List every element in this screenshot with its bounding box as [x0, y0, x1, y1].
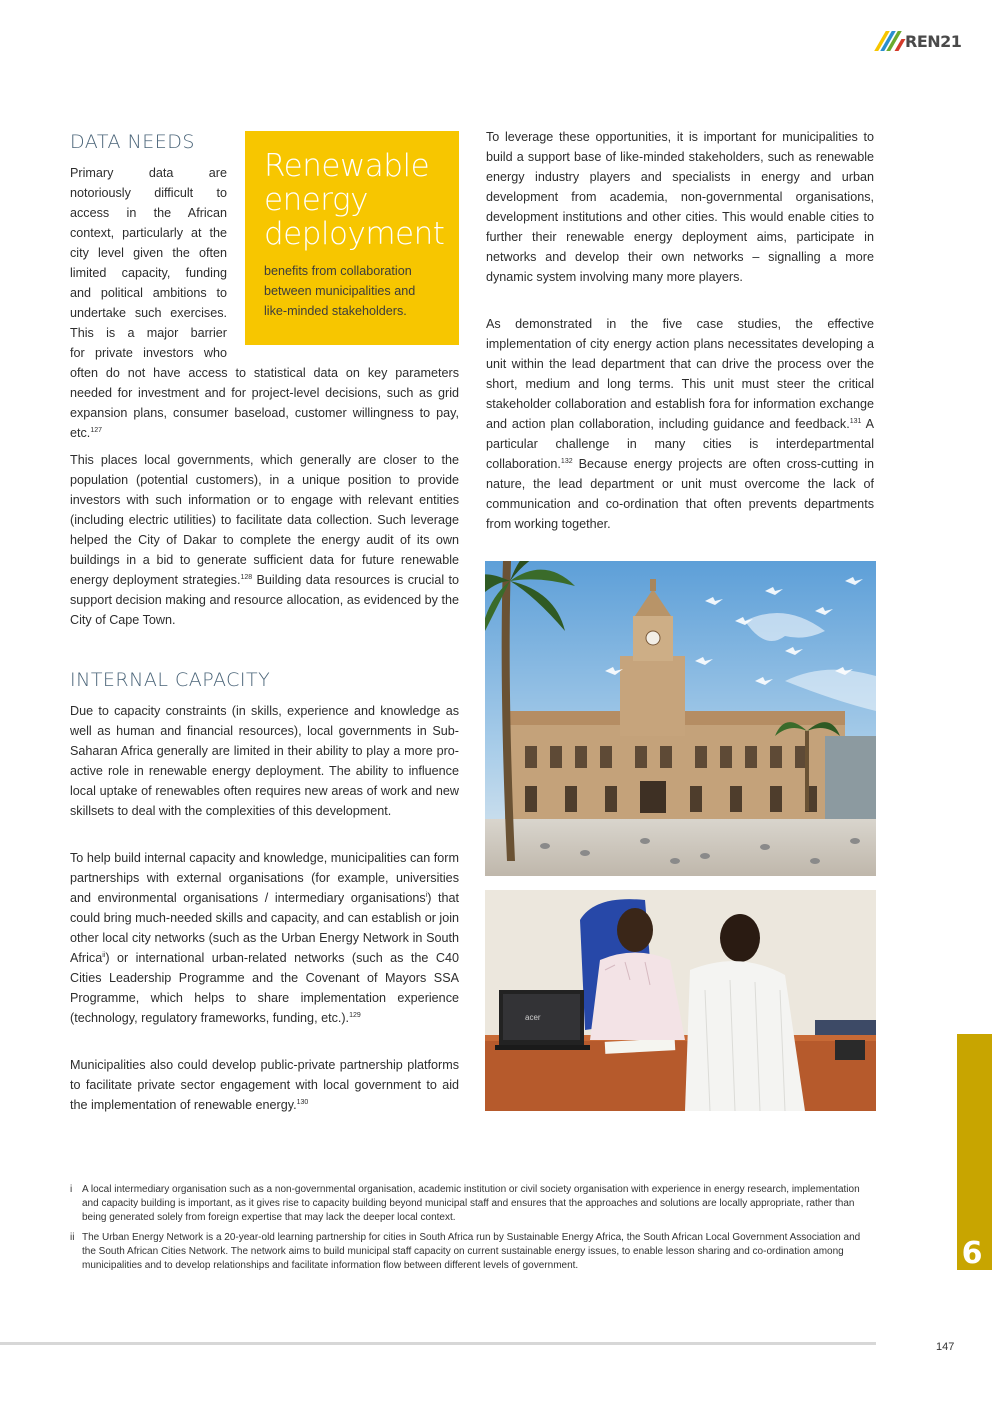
text: This places local governments, which generally are closer to the population (potential customers), in a unique position to provide investors with such information or to engage with relevant entities (including electric utilities) to facilitate data collection. Such leverage helped the City of Dakar to complete the energy audit of its own buildings in a bid to generate sufficient data for future renewable energy deployment strategies.	[70, 453, 459, 587]
text-line: notoriously difficult to	[70, 186, 227, 200]
data-needs-paragraph-2	[70, 450, 459, 630]
reference-number: 127	[90, 426, 102, 434]
data-needs-paragraph-1-continued	[70, 363, 459, 443]
footnote	[70, 1183, 870, 1225]
text-line: Primary data are	[70, 166, 227, 180]
reference-number: 128	[240, 573, 253, 581]
text-line: limited capacity, funding	[70, 266, 227, 280]
chapter-number: 6	[961, 1236, 983, 1271]
right-paragraph-1	[486, 127, 874, 287]
reference-number: 129	[349, 1011, 361, 1019]
text: ) that could bring much-needed skills and capacity, and can establish or join other local city networks (such as the Urban Energy Network in South Africa	[70, 891, 459, 965]
logo-text: REN21	[905, 31, 962, 51]
reference-number: 131	[849, 417, 862, 425]
text-line: context, particularly at the	[70, 226, 227, 240]
section-heading-data-needs: DATA NEEDS	[70, 131, 195, 153]
reference-number: 132	[560, 457, 573, 465]
page-number: 147	[936, 1341, 955, 1353]
footnotes	[70, 1183, 870, 1279]
footnote-text: The Urban Energy Network is a 20-year-old learning partnership for cities in South Africa run by Sustainable Energy Africa, the South African Local Government Association and the South African Cities Network. The network aims to build municipal staff capacity on current sustainable energy issues, to enable lesson sharing and co-ordination among municipalities and to develop relationships and facilitate information flow between different levels of government.	[82, 1232, 861, 1271]
callout-title: Renewable energy deployment	[264, 148, 445, 252]
text-line: for private investors who	[70, 346, 227, 360]
footnote-marker: i	[425, 891, 428, 899]
text: To leverage these opportunities, it is important for municipalities to build a support base of like-minded stakeholders, such as renewable energy industry players and specialists in energy and urban development from academia, non-governmental organisations, development institutions and other cities. This would enable cities to further their renewable energy deployment aims, participate in networks and develop their own networks – signalling a more dynamic system involving many more players.	[486, 130, 874, 284]
section-heading-internal-capacity: INTERNAL CAPACITY	[70, 669, 271, 691]
text: Municipalities also could develop public-private partnership platforms to facilitate private sector engagement with local government to aid the implementation of renewable energy.	[70, 1058, 459, 1112]
internal-capacity-paragraph-1	[70, 701, 459, 821]
office-meeting-illustration	[485, 890, 876, 1111]
text: A particular challenge in many cities is interdepartmental collaboration.	[486, 417, 874, 471]
text: ) or international urban-related networks (such as the C40 Cities Leadership Programme and the Covenant of Mayors SSA Programme, which helps to share implementation experience (technology, regulatory frameworks, funding, etc.).	[70, 951, 459, 1025]
footnote-marker: ii	[102, 951, 106, 959]
chapter-tab	[957, 1034, 992, 1270]
reference-number: 130	[296, 1098, 309, 1106]
callout-subtitle: benefits from collaboration between municipalities and like-minded stakeholders.	[264, 264, 416, 318]
footnote-text: A local intermediary organisation such as a non-governmental organisation, academic institution or civil society organisation with experience in energy research, implementation and capacity building is important, as it gives rise to capacity building beyond municipal staff and ensures that the approaches and solutions are locally appropriate, rather than being generated solely from foreign expertise that may lack the deeper local context.	[82, 1184, 860, 1223]
footnote-mark: ii	[70, 1232, 75, 1243]
text-line: city level given the often	[70, 246, 227, 260]
footnote	[70, 1231, 870, 1273]
city-hall-photo	[485, 561, 876, 876]
text-line: undertake such exercises.	[70, 306, 227, 320]
ren21-logo	[878, 30, 961, 52]
office-meeting-photo	[485, 890, 876, 1111]
data-needs-intro-narrow	[70, 163, 227, 363]
text: Due to capacity constraints (in skills, experience and knowledge as well as human and financial resources), local governments in Sub-Saharan Africa generally are limited in their ability to play a more pro-active role in renewable energy deployment. The ability to influence local uptake of renewables often requires new areas of work and new skillsets to deal with the complexities of this development.	[70, 704, 459, 818]
text-line: and political ambitions to	[70, 286, 227, 300]
text: often do not have access to statistical data on key parameters needed for investment and for project-level decisions, such as grid expansion plans, consumer baseload, customer willingness to pay, etc.	[70, 366, 459, 440]
callout-box	[245, 131, 459, 345]
text-line: This is a major barrier	[70, 326, 227, 340]
footnote-mark: i	[70, 1184, 73, 1195]
footer-rule	[0, 1342, 876, 1345]
text: To help build internal capacity and knowledge, municipalities can form partnerships with external organisations (for example, universities and environmental organisations / intermediary organisations	[70, 851, 459, 905]
laptop-brand-text: acer	[525, 1013, 541, 1022]
ren21-logo-mark-icon	[878, 31, 902, 51]
internal-capacity-paragraph-2	[70, 848, 459, 1028]
text-line: access in the African	[70, 206, 227, 220]
city-hall-illustration	[485, 561, 876, 876]
internal-capacity-paragraph-3	[70, 1055, 459, 1115]
text: Building data resources is crucial to support decision making and resource allocation, as evidenced by the City of Cape Town.	[70, 573, 459, 627]
right-paragraph-2	[486, 314, 874, 534]
text: As demonstrated in the five case studies, the effective implementation of city energy action plans necessitates developing a unit within the lead department that can drive the process over the short, medium and long terms. This unit must steer the critical stakeholder collaboration and establish fora for information exchange and action plan collaboration, including guidance and feedback.	[486, 317, 874, 431]
text: Because energy projects are often cross-cutting in nature, the lead department or unit must overcome the lack of communication and co-ordination that often prevents departments from working together.	[486, 457, 874, 531]
